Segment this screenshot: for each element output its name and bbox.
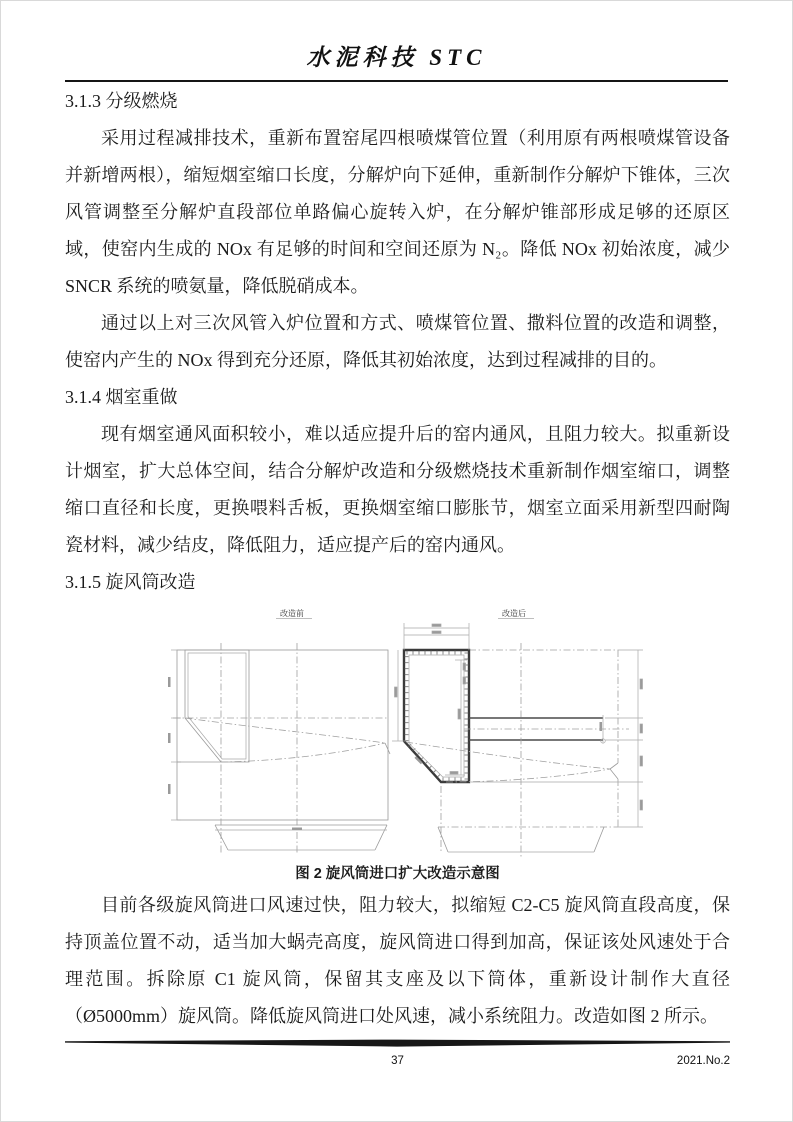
- footer-labels: [65, 1055, 730, 1071]
- drawing-before: [168, 608, 390, 855]
- dim-chain-right: [471, 650, 643, 827]
- dim-label-blob: [463, 677, 466, 684]
- page-number: 37: [391, 1055, 404, 1067]
- dim-inner-after: [455, 660, 467, 775]
- dim-top: [404, 623, 469, 650]
- section-heading-314: 3.1.4 烟室重做: [65, 387, 178, 407]
- issue-number: 2021.No.2: [676, 1055, 730, 1067]
- dim-label-blob: [395, 687, 398, 697]
- new-inlet-lining-ticks: [407, 653, 467, 780]
- dim-label-blob: [168, 733, 171, 743]
- old-inlet-outline: [185, 650, 249, 762]
- dim-label-blob: [458, 709, 461, 719]
- dim-chain-left: [171, 650, 181, 820]
- page-footer: [65, 1035, 730, 1071]
- volute-curve-upper-after: [406, 742, 610, 769]
- dim-bottom-small: [445, 772, 465, 776]
- old-inlet-inner-line: [188, 653, 246, 759]
- dim-label-blob: [600, 722, 603, 731]
- dim-label-blob: [640, 679, 643, 689]
- volute-notch-after: [610, 763, 618, 779]
- volute-curve-lower-after: [446, 769, 610, 782]
- paragraph: 现有烟室通风面积较小，难以适应提升后的窑内通风，且阻力较大。拟重新设计烟室，扩大总体空间，结合分解炉改造和分级燃烧技术重新制作烟室缩口，调整缩口直径和长度，更换喂料舌板，更换烟室缩口膨胀节，烟室立面采用新型四耐陶瓷材料，减少结皮，降低阻力，适应提产后的窑内通风。: [65, 424, 730, 555]
- figure-2-drawing: [65, 603, 730, 861]
- dim-label-blob: [450, 772, 458, 775]
- figure-caption: 图 2 旋风筒进口扩大改造示意图: [295, 866, 500, 882]
- support-before: [215, 825, 387, 850]
- label-before: 改造前: [280, 609, 304, 618]
- dim-label-blob: [168, 784, 171, 794]
- drawing-after: [392, 608, 643, 858]
- paragraph: 通过以上对三次风管入炉位置和方式、喷煤管位置、撒料位置的改造和调整，使窑内产生的 NOx 得到充分还原，降低其初始浓度，达到过程减排的目的。: [65, 313, 730, 370]
- dim-label-blob: [463, 663, 466, 670]
- dim-label-blob: [292, 828, 302, 831]
- dim-label-blob: [640, 800, 643, 810]
- paragraph: 采用过程减排技术，重新布置窑尾四根喷煤管位置（利用原有两根喷煤管设备并新增两根），缩短烟室缩口长度，分解炉向下延伸，重新制作分解炉下锥体，三次风管调整至分解炉直段部位单路偏心旋转入炉，在分解炉锥部形成足够的还原区域，使窑内生成的 NOx 有足够的时间和空间还原为 N₂。降低 NOx 初始浓度，减少 SNCR 系统的喷氨量，降低脱硝成本。: [65, 128, 730, 296]
- volute-notch: [385, 743, 390, 754]
- dim-label-blob: [640, 724, 643, 733]
- footer-rule: [65, 1039, 730, 1048]
- journal-title: 水泥科技 STC: [306, 45, 487, 70]
- outline-before: [177, 650, 388, 820]
- cyclone-modification-diagram: [149, 603, 659, 861]
- dim-label-blob: [168, 677, 171, 687]
- section-heading-313: 3.1.3 分级燃烧: [65, 91, 178, 111]
- dim-label-blob: [640, 756, 643, 766]
- section-heading-315: 3.1.5 旋风筒改造: [65, 572, 196, 592]
- volute-curve-upper: [185, 718, 385, 743]
- paragraph: 目前各级旋风筒进口风速过快，阻力较大，拟缩短 C2-C5 旋风筒直段高度，保持顶盖位置不动，适当加大蜗壳高度，旋风筒进口得到加高，保证该处风速处于合理范围。拆除原 C1 旋风筒，保留其支座及以下筒体，重新设计制作大直径（Ø5000mm）旋风筒。降低旋风筒进口处风速，减小系统阻力。改造如图 2 所示。: [65, 895, 730, 1026]
- header-rule: [65, 80, 728, 82]
- dim-label-blob: [432, 624, 441, 627]
- article-body: [65, 83, 730, 1035]
- label-after: 改造后: [502, 609, 526, 618]
- dim-label-blob: [432, 631, 441, 634]
